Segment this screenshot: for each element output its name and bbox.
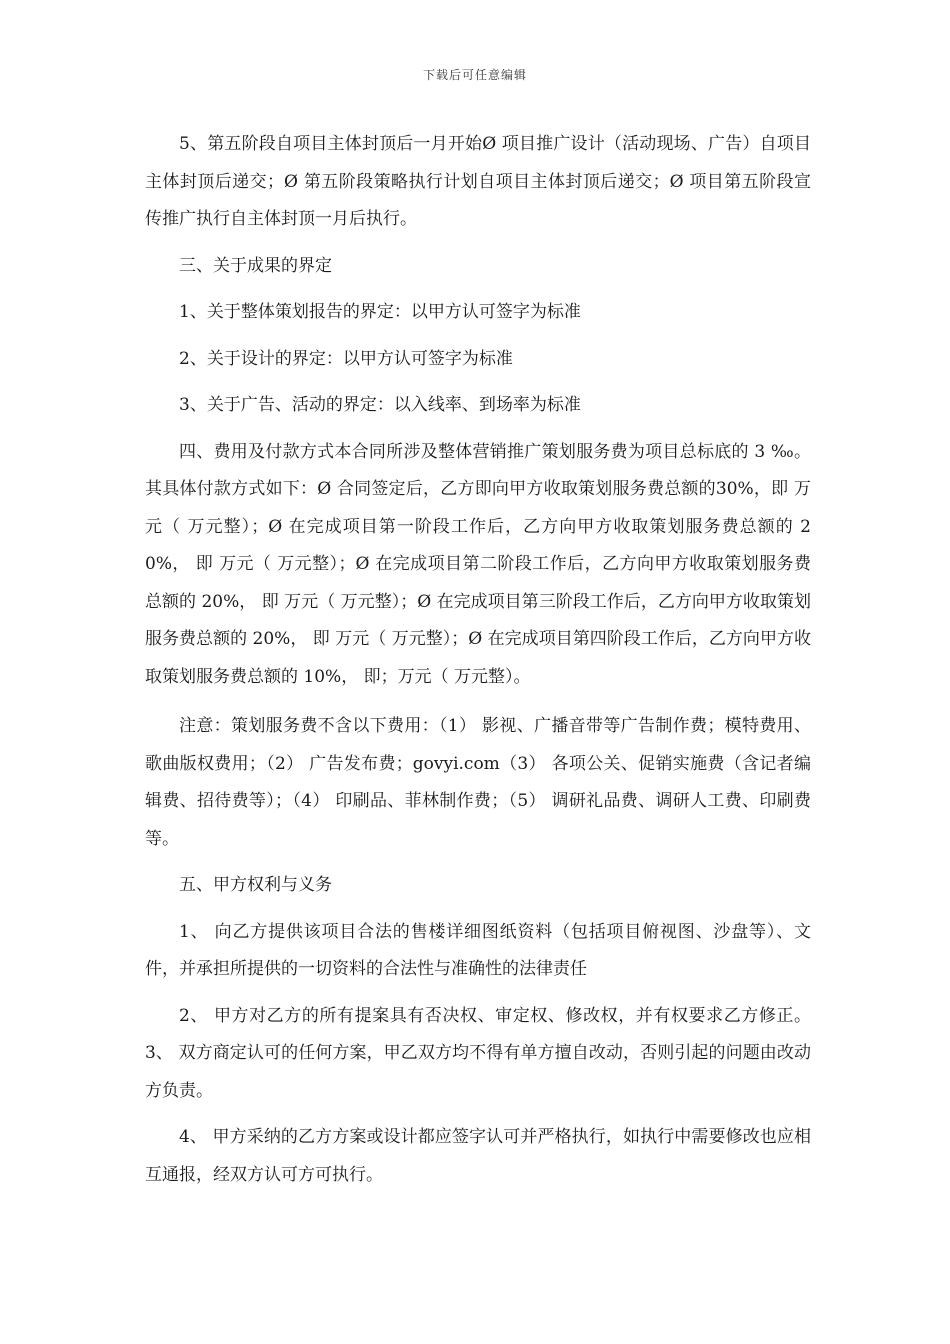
paragraph-design-definition: 2、关于设计的界定：以甲方认可签字为标准: [179, 348, 513, 369]
section-heading-party-a: 五、甲方权利与义务: [179, 875, 332, 895]
paragraph-ad-definition: 3、关于广告、活动的界定：以入线率、到场率为标准: [179, 395, 581, 415]
paragraph-report-definition: 1、关于整体策划报告的界定：以甲方认可签字为标准: [179, 302, 581, 322]
document-body: [145, 126, 811, 1194]
paragraph-party-a-item-1: 1、 向乙方提供该项目合法的售楼详细图纸资料（包括项目俯视图、沙盘等）、文件，并承担所提供的一切资料的合法性与准确性的法律责任: [145, 921, 811, 979]
paragraph-fees-payment: 四、费用及付款方式本合同所涉及整体营销推广策划服务费为项目总标底的 3 ‰。其具体付款方式如下：Ø 合同签定后，乙方即向甲方收取策划服务费总额的30%，即 万元（ 万元整）；Ø 在完成项目第一阶段工作后，乙方向甲方收取策划服务费总额的 20%， 即 万元（ 万元整）；Ø 在完成项目第二阶段工作后，乙方向甲方收取策划服务费总额的 20%， 即 万元（ 万元整）；Ø 在完成项目第三阶段工作后，乙方向甲方收取策划服务费总额的 20%， 即 万元（ 万元整）；Ø 在完成项目第四阶段工作后，乙方向甲方收取策划服务费总额的 10%， 即；万元（ 万元整）。: [145, 441, 811, 687]
paragraph-fee-notes: 注意：策划服务费不含以下费用：（1） 影视、广播音带等广告制作费；模特费用、歌曲版权费用；（2） 广告发布费；govyi.com（3） 各项公关、促销实施费（含记者编辑费、招待费等）；（4） 印刷品、菲林制作费；（5） 调研礼品费、调研人工费、印刷费等。: [145, 716, 811, 849]
paragraph-party-a-item-2-3: 2、 甲方对乙方的所有提案具有否决权、审定权、修改权，并有权要求乙方修正。3、 双方商定认可的任何方案，甲乙双方均不得有单方擅自改动，否则引起的问题由改动方负责。: [145, 1005, 811, 1101]
page-header: 下载后可任意编辑: [422, 68, 527, 82]
paragraph-party-a-item-4: 4、 甲方采纳的乙方方案或设计都应签字认可并严格执行，如执行中需要修改也应相互通报，经双方认可方可执行。: [145, 1127, 811, 1185]
section-heading-results: 三、关于成果的界定: [179, 255, 332, 276]
paragraph-stage-five: 5、第五阶段自项目主体封顶后一月开始Ø 项目推广设计（活动现场、广告）自项目主体封顶后递交；Ø 第五阶段策略执行计划自项目主体封顶后递交；Ø 项目第五阶段宣传推广执行自主体封顶一月后执行。: [145, 134, 811, 229]
